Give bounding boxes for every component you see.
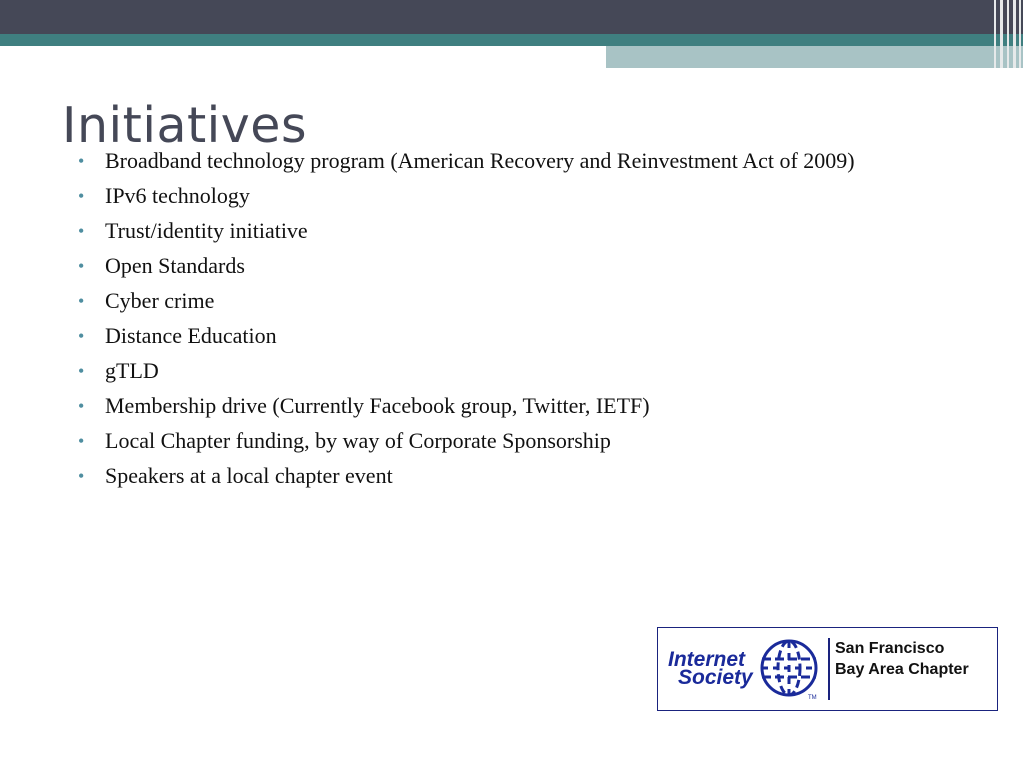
- header-dark-band: [0, 0, 1023, 34]
- bullet-icon: •: [78, 396, 85, 416]
- list-item: • gTLD: [78, 356, 938, 386]
- bullet-icon: •: [78, 151, 85, 171]
- list-item: • Local Chapter funding, by way of Corporate Sponsorship: [78, 426, 938, 456]
- logo-brand-line1: Internet: [668, 648, 746, 671]
- header-light-band: [606, 46, 1023, 68]
- bullet-icon: •: [78, 221, 85, 241]
- bullet-icon: •: [78, 466, 85, 486]
- bullet-icon: •: [78, 186, 85, 206]
- logo-brand-line2: Society: [678, 666, 753, 689]
- bullet-icon: •: [78, 361, 85, 381]
- bullet-icon: •: [78, 431, 85, 451]
- list-item: • Membership drive (Currently Facebook group, Twitter, IETF): [78, 391, 938, 421]
- list-item: • Cyber crime: [78, 286, 938, 316]
- bullet-list: [78, 146, 938, 496]
- bullet-icon: •: [78, 326, 85, 346]
- globe-icon: [756, 637, 822, 701]
- header-decor-stripes: [992, 0, 1023, 68]
- slide-title: Initiatives: [62, 96, 307, 154]
- list-item: • Open Standards: [78, 251, 938, 281]
- logo-chapter-line1: San Francisco: [835, 640, 945, 657]
- list-item: • Broadband technology program (American Recovery and Reinvestment Act of 2009): [78, 146, 938, 176]
- list-item: • IPv6 technology: [78, 181, 938, 211]
- bullet-icon: •: [78, 256, 85, 276]
- svg-text:TM: TM: [808, 695, 817, 701]
- list-item: • Distance Education: [78, 321, 938, 351]
- logo-divider: [828, 638, 830, 700]
- logo-chapter-line2: Bay Area Chapter: [835, 661, 969, 678]
- list-item: • Trust/identity initiative: [78, 216, 938, 246]
- header-white-strip: [0, 46, 606, 50]
- internet-society-logo: [657, 627, 998, 711]
- header-teal-band: [0, 34, 1023, 46]
- list-item: • Speakers at a local chapter event: [78, 461, 938, 491]
- bullet-icon: •: [78, 291, 85, 311]
